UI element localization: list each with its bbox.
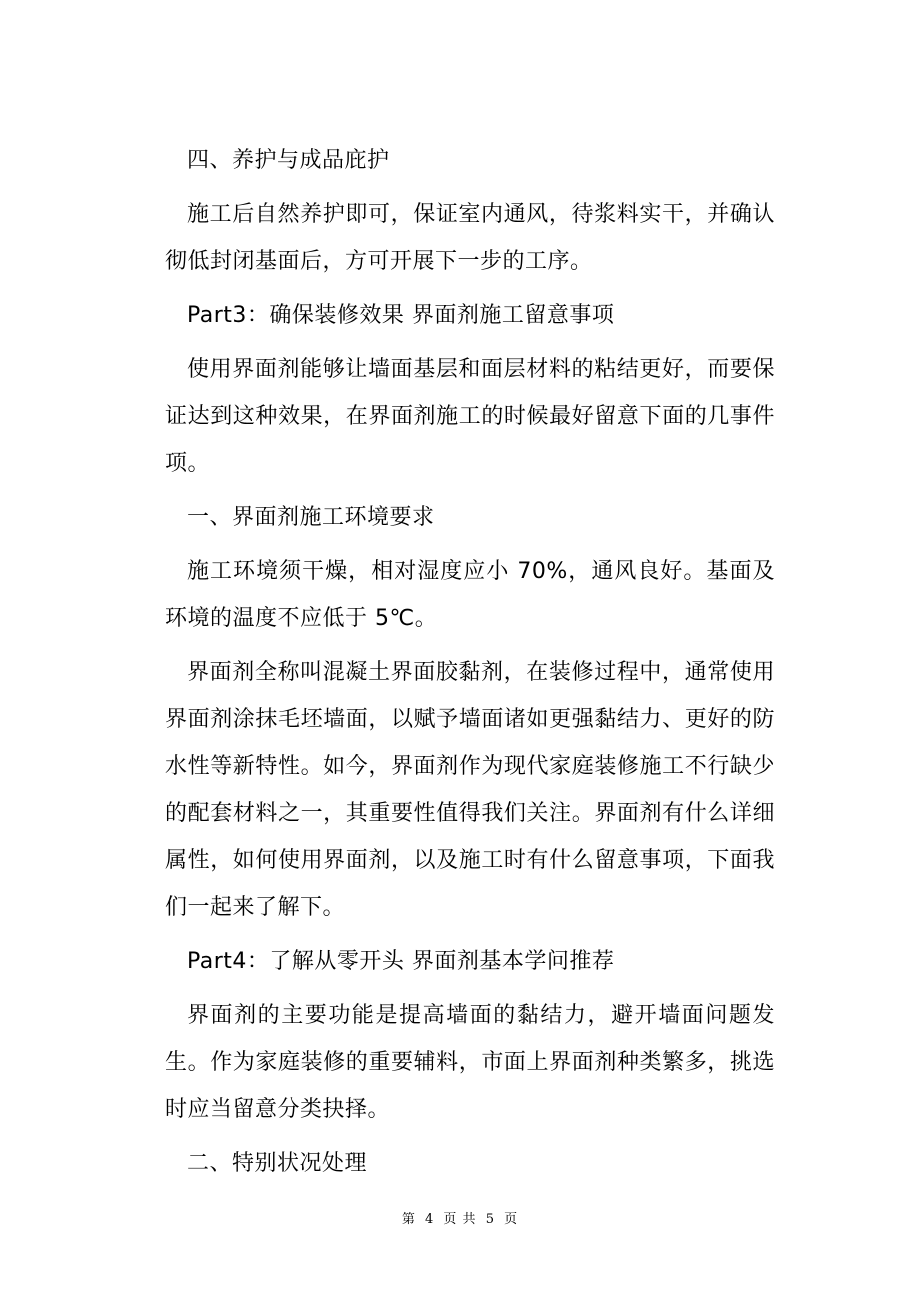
- paragraph: 界面剂全称叫混凝土界面胶黏剂，在装修过程中，通常使用界面剂涂抹毛坯墙面，以赋予墙面诸如更强黏结力、更好的防水性等新特性。如今，界面剂作为现代家庭装修施工不行缺少的配套材料之一，其重要性值得我们关注。界面剂有什么详细属性，如何使用界面剂，以及施工时有什么留意事项，下面我们一起来了解下。: [165, 660, 775, 920]
- section-heading: 二、特别状况处理: [187, 1151, 368, 1176]
- footer-prefix: 第: [401, 1212, 416, 1227]
- paragraph: 界面剂的主要功能是提高墙面的黏结力，避开墙面问题发生。作为家庭装修的重要辅料，市面上界面剂种类繁多，挑选时应当留意分类抉择。: [165, 1003, 775, 1122]
- footer-total-pages: 5: [485, 1212, 495, 1227]
- paragraph: 使用界面剂能够让墙面基层和面层材料的粘结更好，而要保证达到这种效果，在界面剂施工的时候最好留意下面的几事件项。: [165, 357, 775, 476]
- paragraph: 施工后自然养护即可，保证室内通风，待浆料实干，并确认彻低封闭基面后，方可开展下一步的工序。: [165, 202, 775, 274]
- paragraph: 施工环境须干燥，相对湿度应小 70%，通风良好。基面及环境的温度不应低于 5℃。: [165, 559, 775, 631]
- section-heading: 四、养护与成品庇护: [187, 148, 390, 173]
- page-footer: [0, 1208, 920, 1227]
- footer-middle: 页 共: [443, 1212, 477, 1227]
- section-heading: 一、界面剂施工环境要求: [187, 505, 435, 530]
- footer-suffix: 页: [504, 1212, 519, 1227]
- document-body: [165, 137, 775, 1187]
- footer-current-page: 4: [425, 1212, 435, 1227]
- section-heading: Part3：确保装修效果 界面剂施工留意事项: [187, 303, 615, 328]
- section-heading: Part4：了解从零开头 界面剂基本学问推荐: [187, 949, 615, 974]
